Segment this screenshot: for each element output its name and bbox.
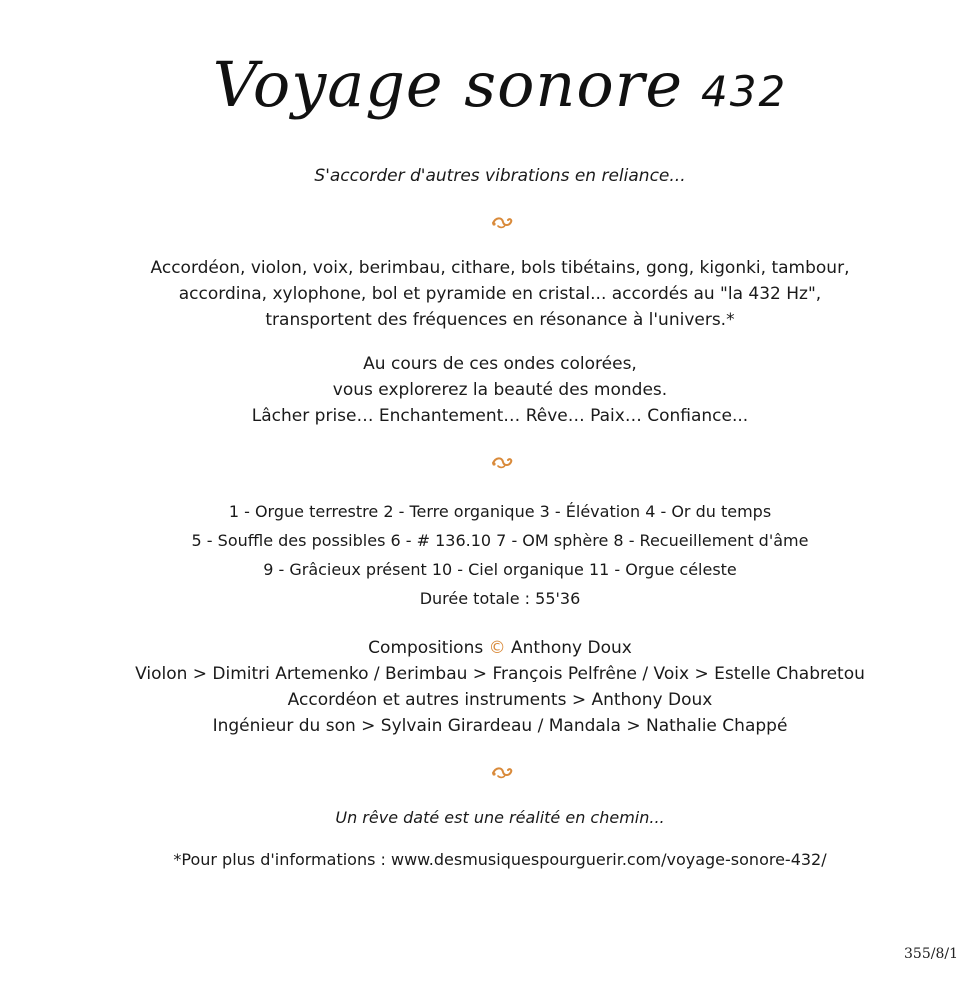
total-duration: Durée totale : 55'36 — [419, 589, 581, 608]
title-main: Voyage sonore — [212, 48, 684, 121]
instruments-line: accordina, xylophone, bol et pyramide en cristal... accordés au "la 432 Hz", — [178, 284, 822, 304]
closing-quote: Un rêve daté est une réalité en chemin... — [335, 808, 665, 827]
journey-paragraph — [0, 351, 980, 429]
more-info-link-text: *Pour plus d'informations : www.desmusiquespourguerir.com/voyage-sonore-432/ — [173, 850, 827, 869]
page-reference: 355/8/1 — [904, 946, 958, 962]
journey-line: Au cours de ces ondes colorées, — [363, 354, 637, 374]
orange-swirl-ornament-icon — [490, 214, 516, 230]
credits — [0, 635, 980, 739]
instruments-line: transportent des fréquences en résonance à l'univers.* — [265, 310, 735, 330]
credits-line: Ingénieur du son > Sylvain Girardeau / Mandala > Nathalie Chappé — [212, 716, 788, 736]
subtitle: S'accorder d'autres vibrations en reliance... — [314, 166, 686, 186]
journey-line: Lâcher prise… Enchantement… Rêve… Paix… Confiance... — [251, 406, 749, 426]
instruments-line: Accordéon, violon, voix, berimbau, cithare, bols tibétains, gong, kigonki, tambour, — [150, 258, 850, 278]
page-title — [0, 42, 980, 135]
composer-name: Anthony Doux — [511, 638, 632, 658]
tracklist-line: 9 - Grâcieux présent 10 - Ciel organique 11 - Orgue céleste — [263, 560, 737, 579]
instruments-paragraph — [0, 255, 980, 333]
orange-swirl-ornament-icon — [490, 764, 516, 780]
journey-line: vous explorerez la beauté des mondes. — [332, 380, 668, 400]
orange-swirl-ornament-icon — [490, 454, 516, 470]
credits-line: Violon > Dimitri Artemenko / Berimbau > François Pelfrêne / Voix > Estelle Chabretou — [135, 664, 865, 684]
copyright-icon: © — [488, 638, 506, 658]
title-number: 432 — [701, 67, 788, 116]
credits-line: Accordéon et autres instruments > Anthony Doux — [287, 690, 713, 710]
tracklist-line: 5 - Souffle des possibles 6 - # 136.10 7 - OM sphère 8 - Recueillement d'âme — [191, 531, 809, 550]
tracklist — [0, 497, 980, 613]
tracklist-line: 1 - Orgue terrestre 2 - Terre organique 3 - Élévation 4 - Or du temps — [228, 502, 772, 521]
compositions-line — [0, 635, 980, 661]
compositions-label: Compositions — [368, 638, 484, 658]
